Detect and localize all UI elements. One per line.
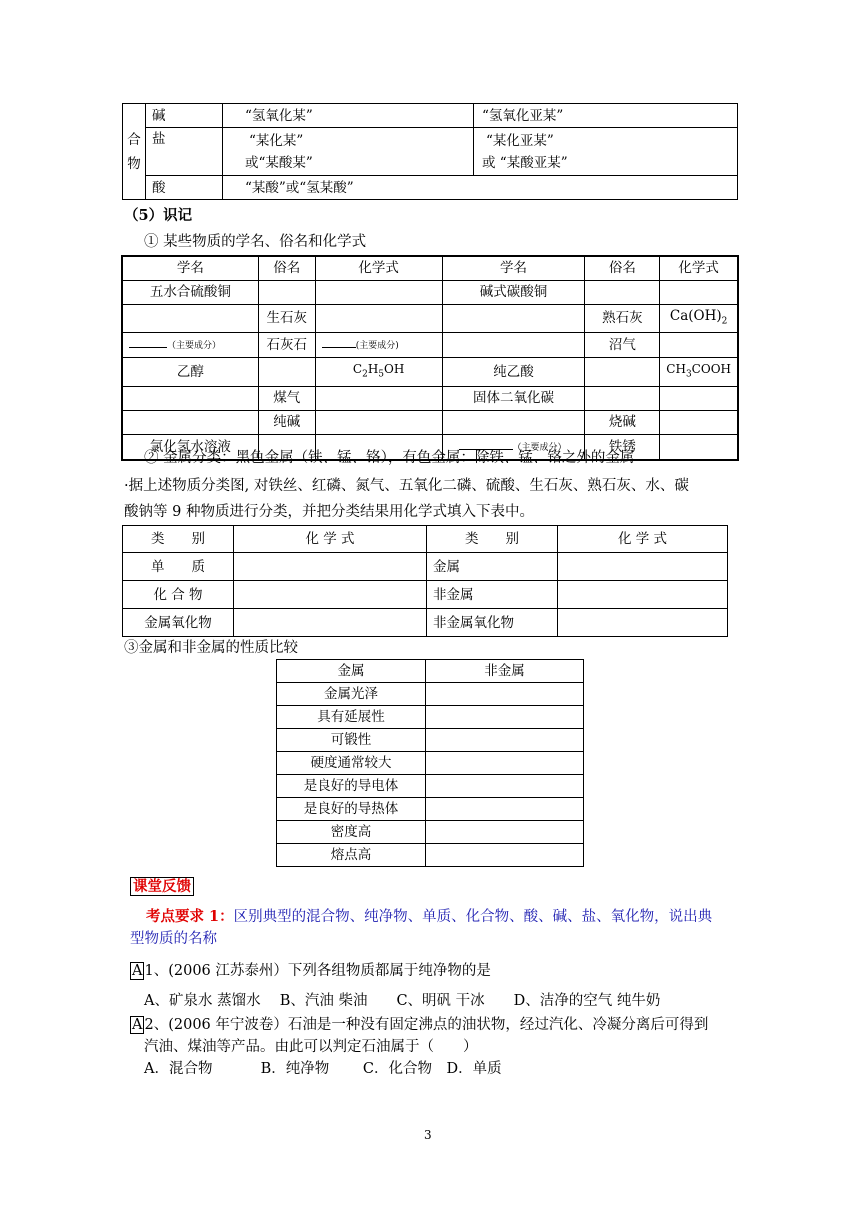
level-badge: A (132, 1017, 143, 1033)
question-1: A 1、(2006 江苏泰州）下列各组物质都属于纯净物的是 (132, 963, 491, 979)
level-badge: A (132, 963, 143, 979)
question-2-options: A．混合物 B．纯净物 C．化合物 D．单质 (144, 1061, 502, 1077)
table-properties: 金属 非金属 金属光泽 具有延展性 可锻性 硬度通常较大 是良好的导电体 是良好的导热体 密度高 熔点高 (276, 659, 584, 867)
requirement-text-2: 型物质的名称 (130, 931, 217, 947)
feedback-label: 课堂反馈 (130, 877, 194, 896)
task-line-1: ·据上述物质分类图, 对铁丝、红磷、氮气、五氧化二磷、硫酸、生石灰、熟石灰、水、碳 (124, 478, 689, 494)
table-classification: 类 别 化 学 式 类 别 化 学 式 单 质 金属 化 合 物 非金属 金属氧化物 非金属氧化物 (122, 525, 728, 637)
type-cell: 碱 (146, 104, 223, 128)
question-2-stem-2: 汽油、煤油等产品。由此可以判定石油属于（ ） (144, 1039, 478, 1055)
sub2-line: ② 金属分类：黑色金属（铁、锰、铬），有色金属：除铁、锰、铬之外的金属 (144, 450, 635, 466)
table-substance-names: 学名 俗名 化学式 学名 俗名 化学式 五水合硫酸铜 碱式碳酸铜 生石灰 熟石灰 $Ca(OH)_2$ （主要成分） 石灰石 (主要成分) 沼气 乙醇 $C_2H_5OH$ 纯乙酸 $CH_3COOH$ 煤气 固体二氧化碳 纯碱 烧碱 氯化氢水溶液 （主要成分） 铁锈 (121, 255, 739, 461)
task-line-2: 酸钠等 9 种物质进行分类，并把分类结果用化学式填入下表中。 (124, 504, 534, 520)
section-5-title: （5）识记 (124, 207, 193, 224)
requirement-text: 区别典型的混合物、纯净物、单质、化合物、酸、碱、盐、氧化物，说出典 (233, 909, 713, 925)
table-name-rules: 合 物 碱 “氢氧化某” “氢氧化亚某” 盐 “某化某” 或“某酸某” “某化亚某” 或 “某酸亚某” 酸 “某酸”或“氢某酸” (122, 103, 738, 200)
requirement (130, 906, 740, 928)
page-number: 3 (424, 1128, 432, 1142)
sub1-title: ① 某些物质的学名、俗名和化学式 (144, 234, 367, 250)
question-2: A 2、(2006 年宁波卷）石油是一种没有固定沸点的油状物，经过汽化、冷凝分离后可得到 (132, 1017, 709, 1033)
question-1-options: A、矿泉水 蒸馏水 B、汽油 柴油 C、明矾 干冰 D、洁净的空气 纯牛奶 (144, 993, 661, 1009)
side-label: 合 物 (123, 104, 146, 200)
sub3-title: ③金属和非金属的性质比较 (124, 640, 298, 656)
requirement-label: 考点要求 1： (146, 908, 234, 925)
